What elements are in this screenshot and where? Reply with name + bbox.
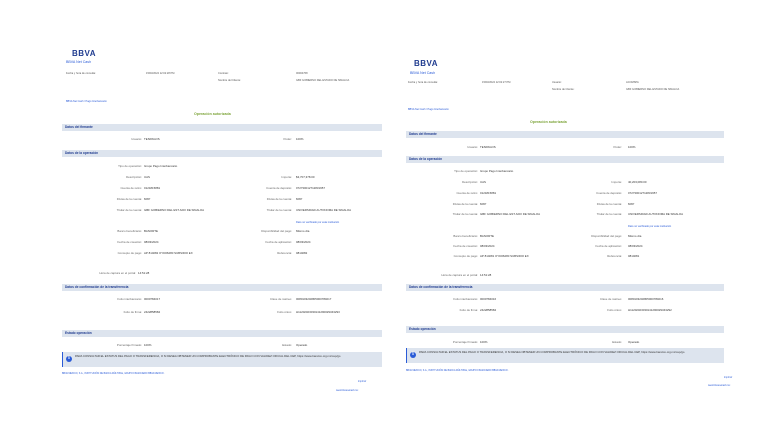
tipo-value: Grupo Pago Interbancario <box>480 169 514 173</box>
cuenta-retiro-label: Cuenta de retiro: <box>120 186 142 190</box>
info-icon: i <box>66 356 72 362</box>
cep-notice <box>62 352 382 367</box>
folio-interbancario-value: 0000784017 <box>144 297 161 301</box>
folio-unico-value: H11202403030141290029343293 <box>296 310 340 314</box>
contrato-value: ACOMSPA <box>626 81 639 84</box>
porcentaje-value: 100% <box>480 340 488 344</box>
cep-notice <box>406 348 724 363</box>
tipo-value: Grupo Pago Interbancario <box>144 164 178 168</box>
fecha-aplicacion-label: Fecha de aplicación: <box>265 240 292 244</box>
divisa-value: MXP <box>480 202 487 206</box>
importe-label: Importe: <box>281 175 292 179</box>
hora-captura-value: 14:51:28 <box>138 271 150 275</box>
hora-captura-label: Hora de captura en el portal: <box>441 273 478 277</box>
titular-label: Titular de la cuenta: <box>116 208 142 212</box>
clave-rastreo-label: Clave de rastreo: <box>269 297 292 301</box>
section-firmante: Datos del firmante <box>406 131 724 138</box>
folio-unico-value: H11202403030141290029343292 <box>628 308 672 312</box>
divisa-label: Divisa de la cuenta: <box>452 202 478 206</box>
usuario-value: TESPAGOS <box>480 145 496 149</box>
usuario-value: TESPAGOS <box>144 137 160 141</box>
hora-captura-label: Hora de captura en el portal: <box>99 271 136 275</box>
referencia-value: 0814082 <box>296 251 308 255</box>
contrato-label: Usuario: <box>552 81 562 84</box>
referencia-label: Referencia: <box>607 254 622 258</box>
estado-value: Operado <box>628 340 640 344</box>
divisa-label: Divisa de la cuenta: <box>116 197 142 201</box>
folio-interbancario-value: 0000784016 <box>480 297 497 301</box>
folio-firma-value: 2422858584 <box>480 308 497 312</box>
contrato-value: 00004768 <box>296 72 308 75</box>
descripcion-label: Descripción: <box>462 180 478 184</box>
descripcion-value: UAS <box>480 180 486 184</box>
porcentaje-label: Porcentaje firmado: <box>116 343 142 347</box>
section-estado: Estado operación <box>62 330 382 337</box>
fecha-value: 15/03/2024 12:02:28 PM <box>146 72 175 75</box>
status-title: Operación autorizada <box>194 112 231 116</box>
divisa-value: MXP <box>144 197 151 201</box>
net-cash-title: BBVA Net Cash <box>66 60 92 64</box>
folio-interbancario-label: Folio interbancario: <box>453 297 478 301</box>
disponibilidad-value: Mismo día <box>296 229 310 233</box>
banco-value: BANORTE <box>480 234 494 238</box>
banco-value: BANORTE <box>144 229 158 233</box>
descripcion-label: Descripción: <box>126 175 142 179</box>
info-icon: i <box>410 352 416 358</box>
poder-label: Poder: <box>283 137 292 141</box>
cuenta-retiro-label: Cuenta de retiro: <box>456 191 478 195</box>
concepto-label: Concepto de pago: <box>453 254 478 258</box>
poder-label: Poder: <box>613 145 622 149</box>
titular-value: GBF GOBIERNO DEL EST ADO DE SINALOA <box>480 212 541 216</box>
fecha-creacion-value: 08/03/2024 <box>144 240 159 244</box>
divisa-destino-value: MXP <box>628 202 635 206</box>
cuenta-deposito-value: 072730012712831957 <box>628 191 657 195</box>
section-confirmacion: Datos de confirmación de la transferencia <box>62 284 382 291</box>
folio-interbancario-label: Folio interbancario: <box>117 297 142 301</box>
tipo-label: Tipo de operación: <box>118 164 142 168</box>
footer-url[interactable]: www.bbvanetcash.mx <box>336 390 359 392</box>
fecha-creacion-label: Fecha de creación: <box>453 244 478 248</box>
bbva-logo: BBVA <box>414 59 439 68</box>
section-firmante: Datos del firmante <box>62 124 382 131</box>
fecha-creacion-value: 08/03/2024 <box>480 244 495 248</box>
cliente-value: GBF GOBIERNO DEL ESTADO DE SINALOA <box>626 88 680 91</box>
poder-value: 100% <box>296 137 304 141</box>
cep-notice-text: PARA CONSULTAR EL ESTATUS DEL PAGO O TRANSFERENCIA, O SI DESEA OBTENER UN COMPROBANTE ELECTRÓNICO DE PAGO CON VALIDEZ OFICIAL DEL CEP, https://www.banxico.org.mx/cep/go <box>419 350 685 354</box>
footer-legal: BBVA MEXICO, S.A., INSTITUCIÓN DE BANCA MÚLTIPLE, GRUPO FINANCIERO BBVA MEXICO. <box>406 370 509 372</box>
cuenta-deposito-label: Cuenta de depósito: <box>596 191 622 195</box>
cliente-value: GBF GOBIERNO DEL ESTADO DE SINALOA <box>296 79 350 82</box>
fecha-aplicacion-value: 08/03/2024 <box>628 244 643 248</box>
cuenta-deposito-label: Cuenta de depósito: <box>266 186 292 190</box>
print-link[interactable]: Imprimir <box>358 381 367 383</box>
descripcion-value: UAS <box>144 175 150 179</box>
section-operacion: Datos de la operación <box>62 150 382 157</box>
disponibilidad-label: Disponibilidad del pago: <box>261 229 292 233</box>
disponibilidad-label: Disponibilidad del pago: <box>591 234 622 238</box>
titular-destino-value: UNIVERSIDAD AUTONOMA DE SINALOA <box>628 212 684 216</box>
tipo-label: Tipo de operación: <box>454 169 478 173</box>
section-estado: Estado operación <box>406 326 724 333</box>
folio-firma-label: Folio de firma: <box>459 308 478 312</box>
banco-label: Banco beneficiario: <box>453 234 478 238</box>
print-link[interactable]: Imprimir <box>724 377 733 379</box>
cliente-label: Nombre de Cliente: <box>552 88 575 91</box>
footer-legal: BBVA MEXICO, S.A., INSTITUCIÓN DE BANCA MÚLTIPLE, GRUPO FINANCIERO BBVA MEXICO. <box>62 373 165 375</box>
usuario-label: Usuario: <box>467 145 478 149</box>
cep-notice-text: PARA CONSULTAR EL ESTATUS DEL PAGO O TRANSFERENCIA, O SI DESEA OBTENER UN COMPROBANTE ELECTRÓNICO DE PAGO CON VALIDEZ OFICIAL DEL CEP, https://www.banxico.org.mx/cep/go <box>75 354 341 358</box>
titular-destino-label: Titular de la cuenta: <box>596 212 622 216</box>
divisa-destino-label: Divisa de la cuenta: <box>596 202 622 206</box>
fecha-aplicacion-label: Fecha de aplicación: <box>595 244 622 248</box>
dato-no-verificado-link[interactable]: Dato no verificado por esta institución <box>296 221 340 224</box>
bbva-logo: BBVA <box>72 49 97 58</box>
estado-value: Operado <box>296 343 308 347</box>
titular-destino-value: UNIVERSIDAD AUTONOMA DE SINALOA <box>296 208 352 212</box>
cliente-label: Nombre del Cliente: <box>218 79 241 82</box>
importe-value: $3,707,378.00 <box>296 175 315 179</box>
clave-rastreo-value: 0080103240805000784016 <box>628 297 664 301</box>
footer-url[interactable]: www.bbvanetcash.mx <box>708 385 731 387</box>
hora-captura-value: 14:51:28 <box>480 273 492 277</box>
net-cash-title: BBVA Net Cash <box>410 71 436 75</box>
divisa-destino-label: Divisa de la cuenta: <box>266 197 292 201</box>
estado-label: Estado: <box>282 343 292 347</box>
concepto-value: AP 814082 OYD06280 SUBSIDIO EX <box>144 251 193 255</box>
poder-value: 100% <box>628 145 636 149</box>
titular-destino-label: Titular de la cuenta: <box>266 208 292 212</box>
cuenta-retiro-value: 0121815881 <box>480 191 497 195</box>
importe-label: Importe: <box>611 180 622 184</box>
breadcrumb[interactable]: BBVA Net Cash / Pago Interbancario <box>408 108 449 111</box>
referencia-value: 0814081 <box>628 254 640 258</box>
folio-firma-label: Folio de firma: <box>123 310 142 314</box>
fecha-label: Fecha y hora de consulta: <box>66 72 96 75</box>
titular-value: GBF GOBIERNO DEL EST ADO DE SINALOA <box>144 208 205 212</box>
clave-rastreo-value: 0080103240805000784017 <box>296 297 332 301</box>
referencia-label: Referencia: <box>277 251 292 255</box>
clave-rastreo-label: Clave de rastreo: <box>599 297 622 301</box>
porcentaje-value: 100% <box>144 343 152 347</box>
folio-firma-value: 2422858584 <box>144 310 161 314</box>
disponibilidad-value: Mismo día <box>628 234 642 238</box>
concepto-value: AP 814081 OYD06280 SUBSIDIO EX <box>480 254 529 258</box>
status-title: Operación autorizada <box>530 120 567 124</box>
fecha-label: Fecha y hora de consulta: <box>408 81 438 84</box>
estado-label: Estado: <box>612 340 622 344</box>
fecha-creacion-label: Fecha de creación: <box>117 240 142 244</box>
fecha-value: 15/03/2024 12:02:27 PM <box>482 81 511 84</box>
breadcrumb[interactable]: BBVA Net Cash / Pago Interbancario <box>66 100 107 103</box>
banco-label: Banco beneficiario: <box>117 229 142 233</box>
section-operacion: Datos de la operación <box>406 156 724 163</box>
importe-value: 40,203,080.00 <box>628 180 647 184</box>
porcentaje-label: Porcentaje firmado: <box>452 340 478 344</box>
folio-unico-label: Folio único: <box>277 310 292 314</box>
dato-no-verificado-link[interactable]: Dato no verificado por esta institución <box>628 225 672 228</box>
usuario-label: Usuario: <box>131 137 142 141</box>
section-confirmacion: Datos de confirmación de la transferencia <box>406 284 724 291</box>
folio-unico-label: Folio único: <box>607 308 622 312</box>
titular-label: Titular de la cuenta: <box>452 212 478 216</box>
divisa-destino-value: MXP <box>296 197 303 201</box>
cuenta-retiro-value: 0121815881 <box>144 186 161 190</box>
fecha-aplicacion-value: 08/03/2024 <box>296 240 311 244</box>
cuenta-deposito-value: 072730012712831957 <box>296 186 325 190</box>
receipt-page-right <box>384 0 768 432</box>
contrato-label: Contrato: <box>218 72 229 75</box>
concepto-label: Concepto de pago: <box>117 251 142 255</box>
